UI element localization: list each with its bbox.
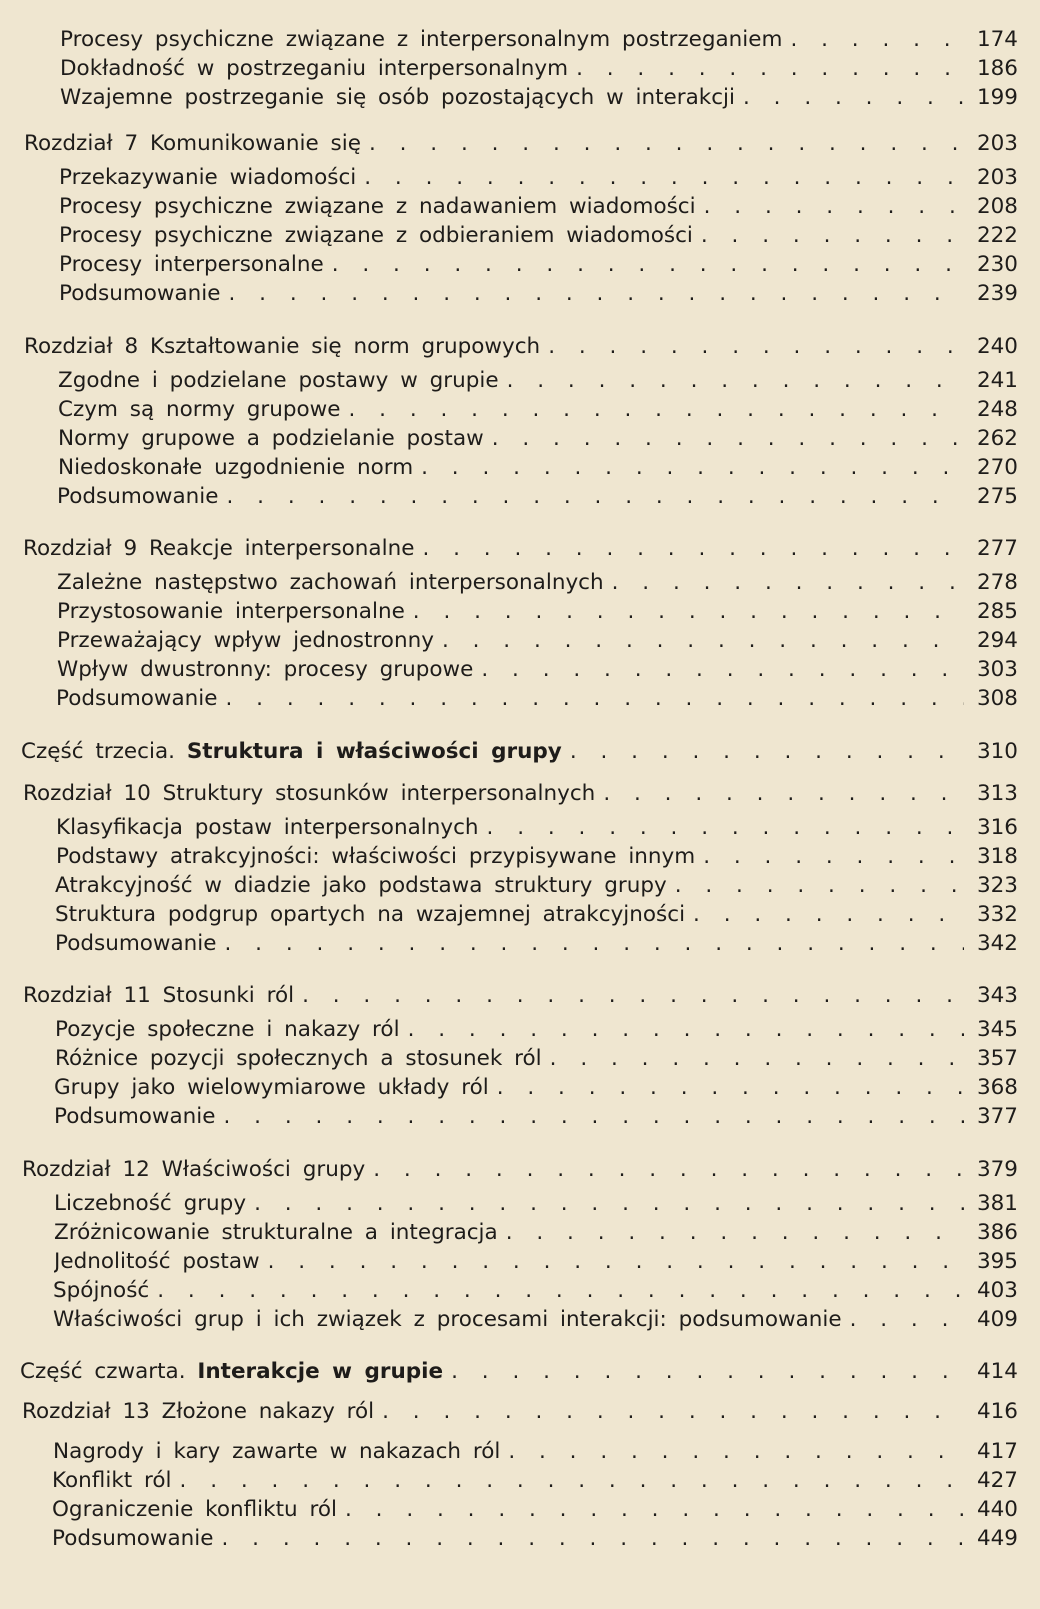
dot-leader (226, 685, 964, 713)
toc-chapter-heading (24, 333, 1018, 361)
toc-chapter-heading (23, 982, 1018, 1010)
toc-entry-title (23, 982, 294, 1010)
toc-page-number: 313 (976, 781, 1018, 806)
toc-page-number: 414 (976, 1359, 1018, 1384)
toc-entry-title (23, 535, 414, 563)
toc-entry (53, 1306, 1018, 1334)
toc-page-number: 308 (976, 686, 1018, 711)
dot-leader (743, 84, 964, 112)
toc-entry-title (58, 454, 413, 482)
toc-entry-title (57, 598, 405, 626)
toc-entry-title-text: Konflikt ról (52, 1468, 172, 1493)
toc-entry-title-text: Przystosowanie interpersonalne (57, 599, 405, 624)
dot-leader (850, 1306, 964, 1334)
toc-entry-title-text: Rozdział 7 Komunikowanie się (24, 131, 361, 156)
toc-page-number: 343 (976, 983, 1018, 1008)
toc-entry-title-text: Atrakcyjność w diadzie jako podstawa struktury grupy (55, 873, 667, 898)
toc-entry-title (54, 1248, 260, 1276)
dot-leader (180, 1467, 964, 1495)
dot-leader (422, 535, 964, 563)
toc-entry (58, 425, 1018, 453)
toc-entry-title-text: Struktura podgrup opartych na wzajemnej atrakcyjności (55, 902, 686, 927)
dot-leader (693, 901, 964, 929)
toc-entry-title-text: Procesy psychiczne związane z odbieraniem wiadomości (59, 223, 693, 248)
dot-leader (227, 483, 964, 511)
toc-entry (59, 193, 1018, 221)
dot-leader (254, 1190, 964, 1218)
toc-entry-title (52, 1525, 214, 1553)
toc-entry (55, 872, 1018, 900)
dot-leader (373, 1156, 964, 1184)
toc-page-number: 203 (976, 165, 1018, 190)
toc-page-number: 417 (976, 1439, 1018, 1464)
toc-entry-title (54, 1219, 498, 1247)
toc-entry-title (59, 222, 693, 250)
toc-page-number: 275 (976, 484, 1018, 509)
dot-leader (364, 164, 964, 192)
toc-page-number: 240 (976, 334, 1018, 359)
toc-page-number: 395 (976, 1249, 1018, 1274)
toc-page-number: 174 (976, 27, 1018, 52)
dot-leader (421, 454, 964, 482)
toc-entry-title-text: Czym są normy grupowe (58, 397, 341, 422)
toc-entry-title (53, 1277, 149, 1305)
toc-entry (60, 26, 1018, 54)
toc-entry-title (23, 780, 595, 808)
toc-chapter-heading (23, 780, 1018, 808)
toc-page-number: 303 (976, 657, 1018, 682)
toc-page-number: 294 (976, 628, 1018, 653)
toc-page-number: 379 (976, 1157, 1018, 1182)
toc-entry (60, 55, 1018, 83)
dot-leader (157, 1277, 964, 1305)
toc-page-number: 203 (976, 131, 1018, 156)
toc-page-number: 449 (976, 1526, 1018, 1551)
toc-page-number: 318 (976, 844, 1018, 869)
toc-entry-title (22, 1156, 365, 1184)
toc-page-number: 208 (976, 194, 1018, 219)
toc-page-number: 386 (976, 1220, 1018, 1245)
toc-page-number: 230 (976, 252, 1018, 277)
toc-page-number: 332 (976, 902, 1018, 927)
toc-page-number: 310 (976, 739, 1018, 764)
toc-entry-title-text: Właściwości grup i ich związek z procesami interakcji: podsumowanie (53, 1307, 842, 1332)
dot-leader (703, 843, 964, 871)
toc-part-title: Interakcje w grupie (197, 1359, 444, 1384)
toc-entry-title-text: Podsumowanie (54, 1104, 216, 1129)
toc-entry-title-text: Rozdział 8 Kształtowanie się norm grupowych (24, 334, 541, 359)
toc-entry-title-text: Spójność (53, 1278, 150, 1303)
dot-leader (224, 1103, 964, 1131)
toc-entry (54, 1103, 1018, 1131)
dot-leader (576, 55, 964, 83)
toc-entry (54, 1190, 1018, 1218)
toc-page-number: 239 (976, 281, 1018, 306)
toc-entry-title-text: Nagrody i kary zawarte w nakazach ról (53, 1439, 501, 1464)
dot-leader (603, 780, 964, 808)
toc-entry-title-text: Rozdział 12 Właściwości grupy (22, 1157, 366, 1182)
toc-page-number: 440 (976, 1497, 1018, 1522)
toc-entry-title-text: Jednolitość postaw (54, 1249, 260, 1274)
dot-leader (507, 367, 964, 395)
toc-page-number: 277 (976, 536, 1018, 561)
toc-page-number: 427 (976, 1468, 1018, 1493)
dot-leader (570, 738, 964, 766)
toc-entry (54, 1248, 1018, 1276)
toc-entry-title-text: Niedoskonałe uzgodnienie norm (58, 455, 414, 480)
toc-entry (58, 367, 1018, 395)
dot-leader (268, 1248, 964, 1276)
toc-page-number: 262 (976, 426, 1018, 451)
toc-page-number: 345 (976, 1017, 1018, 1042)
toc-entry-title-text: Pozycje społeczne i nakazy ról (55, 1017, 400, 1042)
toc-page-number: 199 (976, 85, 1018, 110)
toc-page-number: 316 (976, 815, 1018, 840)
toc-entry (56, 814, 1018, 842)
toc-entry-title-text: Podsumowanie (52, 1526, 214, 1551)
toc-page-number: 270 (976, 455, 1018, 480)
toc-entry-title (54, 1103, 216, 1131)
toc-entry-title-text: Zależne następstwo zachowań interpersonalnych (57, 570, 604, 595)
toc-entry-title-text: Procesy psychiczne związane z interpersonalnym postrzeganiem (60, 27, 783, 52)
toc-page-number: 377 (976, 1104, 1018, 1129)
toc-entry-title-text: Różnice pozycji społecznych a stosunek ról (55, 1046, 542, 1071)
toc-entry (57, 483, 1018, 511)
toc-page-number: 186 (976, 56, 1018, 81)
toc-page-number: 368 (976, 1075, 1018, 1100)
toc-chapter-heading (22, 1398, 1018, 1426)
toc-entry (57, 598, 1018, 626)
dot-leader (345, 1496, 964, 1524)
dot-leader (704, 193, 964, 221)
toc-entry-title (55, 901, 685, 929)
toc-entry-title (22, 1398, 374, 1426)
toc-page-number: 403 (976, 1278, 1018, 1303)
dot-leader (492, 425, 964, 453)
dot-leader (413, 598, 964, 626)
toc-entry (54, 1074, 1018, 1102)
toc-entry-title-text: Rozdział 9 Reakcje interpersonalne (23, 536, 415, 561)
toc-page-number: 248 (976, 397, 1018, 422)
toc-entry (56, 843, 1018, 871)
toc-entry-title-text: Część trzecia. (21, 739, 175, 764)
toc-entry (55, 930, 1018, 958)
toc-entry-title (53, 1306, 842, 1334)
toc-chapter-heading (23, 535, 1018, 563)
toc-page-number: 409 (976, 1307, 1018, 1332)
toc-entry-title (59, 251, 324, 279)
toc-entry-title (52, 1467, 172, 1495)
toc-page-number: 381 (976, 1191, 1018, 1216)
toc-entry (59, 222, 1018, 250)
toc-entry-title (58, 425, 484, 453)
toc-page-number: 416 (976, 1399, 1018, 1424)
toc-entry-title-text: Dokładność w postrzeganiu interpersonalnym (60, 56, 569, 81)
toc-entry-title-text: Podsumowanie (56, 686, 218, 711)
dot-leader (222, 1525, 964, 1553)
dot-leader (348, 396, 964, 424)
toc-entry-title-text: Procesy psychiczne związane z nadawaniem wiadomości (59, 194, 696, 219)
toc-entry (52, 1467, 1018, 1495)
dot-leader (332, 251, 964, 279)
toc-entry (53, 1438, 1018, 1466)
dot-leader (675, 872, 964, 900)
toc-entry-title (57, 483, 219, 511)
toc-entry (55, 901, 1018, 929)
toc-entry-title (24, 333, 540, 361)
toc-entry-title (59, 193, 696, 221)
toc-entry-title (24, 130, 361, 158)
toc-entry (52, 1525, 1018, 1553)
toc-entry-title-text: Zróżnicowanie strukturalne a integracja (54, 1220, 498, 1245)
toc-part-heading (21, 738, 1018, 766)
toc-entry (57, 569, 1018, 597)
dot-leader (550, 1045, 964, 1073)
toc-entry-title (58, 367, 499, 395)
toc-chapter-heading (22, 1156, 1018, 1184)
toc-part-heading (20, 1358, 1018, 1386)
toc-entry-title (55, 1045, 542, 1073)
toc-entry-title (20, 1358, 443, 1386)
toc-entry (59, 251, 1018, 279)
toc-page-number: 222 (976, 223, 1018, 248)
dot-leader (612, 569, 964, 597)
toc-entry-title (55, 930, 217, 958)
toc-entry-title (60, 26, 782, 54)
toc-entry-title (56, 814, 479, 842)
toc-entry-title-text: Przekazywanie wiadomości (59, 165, 357, 190)
toc-entry (58, 396, 1018, 424)
toc-page-number: 323 (976, 873, 1018, 898)
toc-entry-title-text: Klasyfikacja postaw interpersonalnych (56, 815, 479, 840)
toc-entry-title (60, 55, 568, 83)
dot-leader (382, 1398, 964, 1426)
toc-part-title: Struktura i właściwości grupy (186, 739, 562, 764)
toc-entry-title (57, 656, 473, 684)
toc-entry-title-text: Procesy interpersonalne (59, 252, 324, 277)
dot-leader (790, 26, 964, 54)
toc-entry-title (54, 1190, 246, 1218)
toc-entry-title-text: Ograniczenie konfliktu ról (52, 1497, 337, 1522)
toc-entry-title-text: Wpływ dwustronny: procesy grupowe (57, 657, 474, 682)
dot-leader (229, 280, 964, 308)
toc-entry-title (21, 738, 562, 766)
dot-leader (548, 333, 964, 361)
toc-entry-title (57, 569, 604, 597)
toc-entry-title (55, 872, 667, 900)
toc-entry-title-text: Podsumowanie (55, 931, 217, 956)
toc-entry (56, 685, 1018, 713)
dot-leader (481, 656, 964, 684)
dot-leader (302, 982, 964, 1010)
dot-leader (506, 1219, 964, 1247)
toc-entry (53, 1277, 1018, 1305)
toc-entry-title-text: Normy grupowe a podzielanie postaw (58, 426, 484, 451)
dot-leader (442, 627, 964, 655)
toc-entry (58, 454, 1018, 482)
toc-entry-title (58, 396, 340, 424)
toc-entry-title-text: Zgodne i podzielane postawy w grupie (58, 368, 499, 393)
toc-page-number: 241 (976, 368, 1018, 393)
toc-entry-title (56, 843, 695, 871)
toc-entry-title-text: Podstawy atrakcyjności: właściwości przypisywane innym (56, 844, 696, 869)
toc-entry (57, 656, 1018, 684)
toc-entry (54, 1219, 1018, 1247)
toc-entry-title-text: Liczebność grupy (54, 1191, 247, 1216)
toc-entry (55, 1016, 1018, 1044)
toc-page-number: 357 (976, 1046, 1018, 1071)
toc-entry-title-text: Część czwarta. (20, 1359, 186, 1384)
dot-leader (408, 1016, 964, 1044)
toc-entry-title-text: Rozdział 10 Struktury stosunków interpersonalnych (23, 781, 596, 806)
dot-leader (225, 930, 964, 958)
toc-entry (60, 84, 1018, 112)
toc-entry-title (57, 627, 434, 655)
toc-entry-title-text: Grupy jako wielowymiarowe układy ról (54, 1075, 489, 1100)
toc-entry-title (60, 84, 735, 112)
toc-entry-title-text: Podsumowanie (59, 281, 221, 306)
toc-page-number: 285 (976, 599, 1018, 624)
toc-entry-title-text: Podsumowanie (57, 484, 219, 509)
toc-entry-title (55, 1016, 400, 1044)
dot-leader (508, 1438, 964, 1466)
dot-leader (487, 814, 964, 842)
toc-page-number: 342 (976, 931, 1018, 956)
toc-entry-title-text: Wzajemne postrzeganie się osób pozostających w interakcji (60, 85, 735, 110)
toc-entry-title-text: Przeważający wpływ jednostronny (57, 628, 434, 653)
toc-entry-title (53, 1438, 500, 1466)
toc-entry (57, 627, 1018, 655)
toc-page-number: 278 (976, 570, 1018, 595)
toc-entry-title-text: Rozdział 11 Stosunki ról (23, 983, 295, 1008)
dot-leader (451, 1358, 964, 1386)
toc-chapter-heading (24, 130, 1018, 158)
toc-entry (55, 1045, 1018, 1073)
toc-entry (59, 164, 1018, 192)
dot-leader (701, 222, 964, 250)
dot-leader (369, 130, 964, 158)
toc-entry-title-text: Rozdział 13 Złożone nakazy ról (22, 1399, 375, 1424)
toc-entry (59, 280, 1018, 308)
toc-entry-title (54, 1074, 489, 1102)
toc-entry-title (59, 280, 221, 308)
toc-entry-title (56, 685, 218, 713)
toc-entry (52, 1496, 1018, 1524)
toc-entry-title (59, 164, 356, 192)
toc-entry-title (52, 1496, 337, 1524)
dot-leader (497, 1074, 964, 1102)
